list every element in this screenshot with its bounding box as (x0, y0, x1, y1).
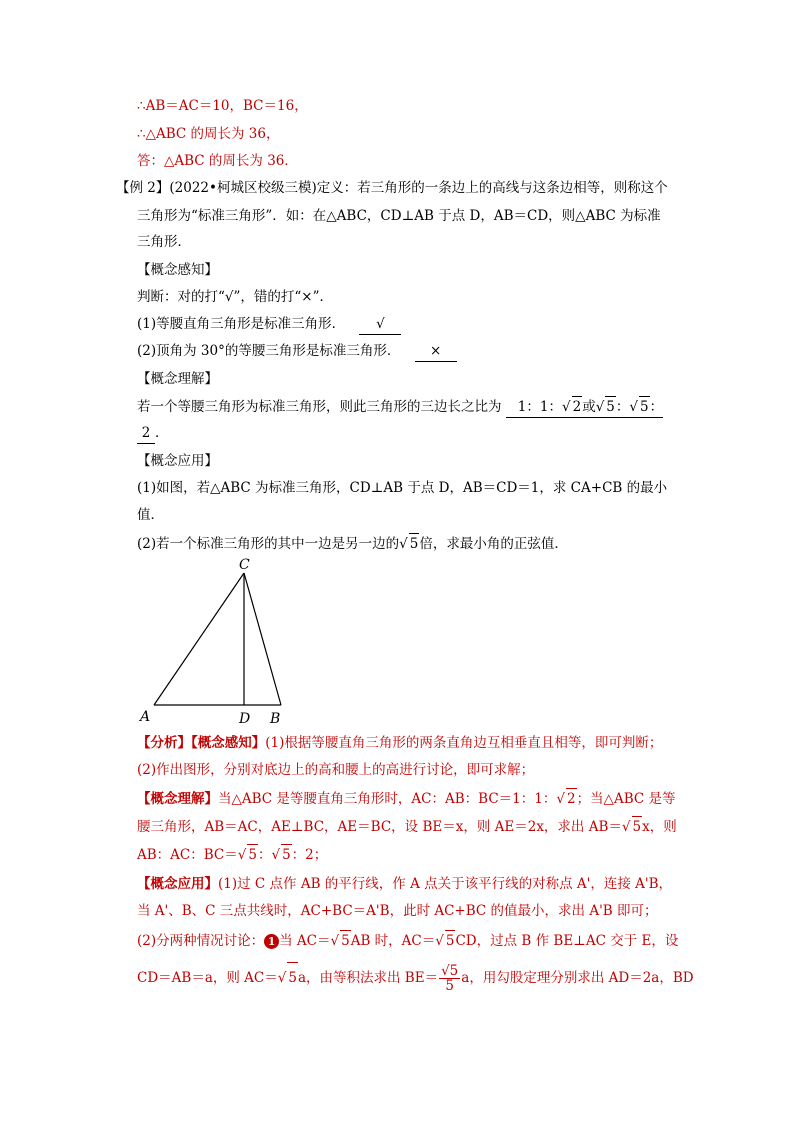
triangle-figure (130, 555, 300, 730)
intro-line-1: ∴AB＝AC＝10，BC＝16， (137, 98, 308, 114)
question-1 (137, 314, 401, 335)
understanding-answer-cont: 2 ． (137, 423, 169, 444)
example-header (116, 178, 668, 198)
label-c: C (239, 557, 250, 573)
intro-line-2: ∴△ABC 的周长为 36， (137, 126, 280, 142)
answer-2: × (415, 341, 457, 362)
heading-concept-understanding: 【概念理解】 (137, 371, 218, 387)
answer-1: √ (359, 314, 401, 335)
application-1-line-1: (1)如图，若△ABC 为标准三角形，CD⊥AB 于点 D，AB＝CD＝1，求 CA+CB 的最小 (137, 480, 668, 496)
heading-concept-application: 【概念应用】 (137, 453, 218, 469)
analysis-line-5: AB：AC：BC＝√ 5：√ 5：2； (137, 844, 327, 865)
example-source: (2022•柯城区校级三模) (169, 180, 317, 196)
example-tag: 【例 2】 (116, 180, 170, 196)
understanding-answer: 1：1：√ 2或√ 5：√ 5： (506, 396, 663, 418)
analysis-line-9: CD＝AB＝a，则 AC＝√ 5a，由等积法求出 BE＝ $\frac{√5}{5}$ a，用勾股定理分别求出 AD＝2a，BD (137, 963, 694, 994)
question-2-text: (2)顶角为 30°的等腰三角形是标准三角形． (137, 343, 401, 359)
analysis-line-6: 【概念应用】(1)过 C 点作 AB 的平行线，作 A 点关于该平行线的对称点 A'，连接 A'B， (137, 876, 673, 892)
judge-instruction: 判断：对的打“√”，错的打“×”． (137, 289, 334, 305)
analysis-line-1: 【分析】【概念感知】(1)根据等腰直角三角形的两条直角边互相垂直且相等，即可判断； (137, 735, 663, 751)
understanding-question (137, 396, 663, 418)
definition-line-2: 三角形为“标准三角形”．如：在△ABC，CD⊥AB 于点 D，AB＝CD，则△ABC 为标准 (137, 208, 661, 224)
analysis-line-2: (2)作出图形，分别对底边上的高和腰上的高进行讨论，即可求解； (137, 762, 535, 778)
question-2 (137, 341, 457, 362)
question-1-text: (1)等腰直角三角形是标准三角形． (137, 316, 346, 332)
label-a: A (140, 709, 151, 725)
analysis-line-3: 【概念理解】当△ABC 是等腰直角三角形时，AC：AB：BC＝1：1：√ 2；当△ABC 是等 (137, 788, 676, 809)
side-cb (244, 573, 281, 705)
side-ca (154, 573, 244, 705)
case-1-marker: 1 (264, 934, 279, 949)
analysis-line-4: 腰三角形，AB＝AC，AE⊥BC，AE＝BC，设 BE＝x，则 AE＝2x，求出 AB＝√ 5x，则 (137, 816, 677, 837)
analysis-line-7: 当 A'、B、C 三点共线时，AC+BC＝A'B，此时 AC+BC 的值最小，求出 A'B 即可； (137, 903, 658, 919)
understanding-answer-tail: 2 (137, 423, 155, 444)
application-2: (2)若一个标准三角形的其中一边是另一边的√ 5倍，求最小角的正弦值． (137, 533, 568, 554)
label-d: D (239, 711, 251, 727)
definition-line-1: 定义：若三角形的一条边上的高线与这条边相等，则称这个 (316, 180, 668, 196)
label-b: B (270, 711, 281, 727)
heading-concept-perception: 【概念感知】 (137, 262, 218, 278)
understanding-text: 若一个等腰三角形为标准三角形，则此三角形的三边长之比为 (137, 399, 502, 415)
intro-line-3: 答：△ABC 的周长为 36． (137, 153, 298, 169)
application-1-line-2: 值． (137, 507, 164, 523)
fraction-sqrt5-over-5: $\frac{√5}{5}$ (441, 963, 459, 994)
analysis-line-8: (2)分两种情况讨论： 1 当 AC＝√ 5AB 时，AC＝√ 5CD，过点 B 作 BE⊥AC 交于 E，设 (137, 930, 678, 951)
definition-line-3: 三角形． (137, 234, 191, 250)
